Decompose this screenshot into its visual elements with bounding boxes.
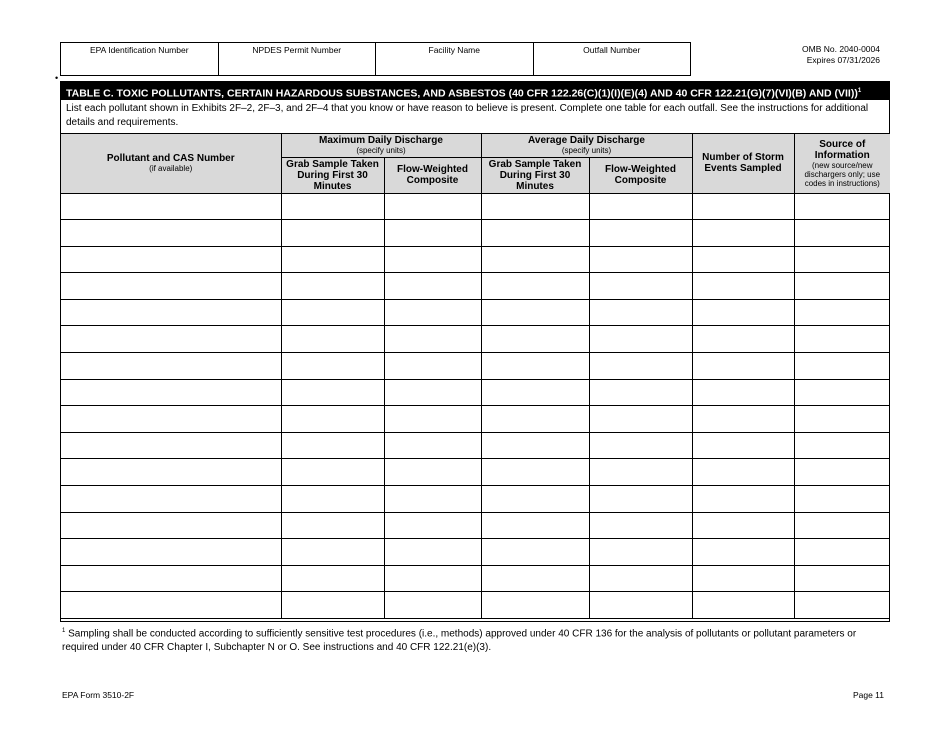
form-number: EPA Form 3510-2F [62, 690, 135, 700]
avg-grab-cell[interactable] [481, 193, 589, 220]
header-storm-events [692, 134, 794, 193]
max-flow-cell[interactable] [384, 246, 481, 273]
source-cell[interactable] [794, 459, 890, 486]
pollutant-table [61, 134, 890, 619]
header-source-label: Source of Information [814, 138, 870, 161]
pollutant-cell[interactable] [61, 459, 281, 486]
avg-grab-cell[interactable] [481, 459, 589, 486]
footnote-text: Sampling shall be conducted according to sufficiently sensitive test procedures (i.e., methods) approved under 40 CFR 136 for the analysis of pollutants or pollutant parameters or required under 40 CFR Chapter I, Subchapter N or O. See instructions and 40 CFR 122.21(e)(3). [62, 628, 857, 654]
omb-number: OMB No. 2040-0004 [802, 44, 880, 54]
avg-grab-cell[interactable] [481, 565, 589, 592]
table-row [61, 246, 890, 273]
header-source-note: (new source/new dischargers only; use codes in instructions) [804, 160, 881, 188]
avg-flow-cell[interactable] [589, 379, 692, 406]
header-avg-flow [589, 157, 692, 193]
header-max-daily-label: Maximum Daily Discharge [319, 135, 443, 147]
max-flow-cell[interactable] [384, 459, 481, 486]
identification-box [60, 42, 691, 76]
max-flow-cell[interactable] [384, 193, 481, 220]
header-max-grab [281, 157, 384, 193]
source-cell[interactable] [794, 273, 890, 300]
epa-id-label: EPA Identification Number [89, 45, 189, 55]
avg-grab-cell[interactable] [481, 486, 589, 513]
source-cell[interactable] [794, 486, 890, 513]
header-max-grab-label: Grab Sample Taken During First 30 Minutes [286, 158, 379, 192]
avg-flow-cell[interactable] [589, 539, 692, 566]
source-cell[interactable] [794, 193, 890, 220]
table-row [61, 486, 890, 513]
storm-events-cell[interactable] [692, 326, 794, 353]
footnote-marker: 1 [62, 628, 66, 634]
margin-dot: • [55, 73, 59, 83]
table-body [61, 193, 890, 619]
header-max-daily-note: (specify units) [356, 146, 406, 156]
table-row [61, 592, 890, 619]
table-row [61, 432, 890, 459]
max-grab-cell[interactable] [281, 406, 384, 433]
pollutant-cell[interactable] [61, 246, 281, 273]
pollutant-cell[interactable] [61, 193, 281, 220]
pollutant-cell[interactable] [61, 565, 281, 592]
avg-flow-cell[interactable] [589, 193, 692, 220]
pollutant-cell[interactable] [61, 379, 281, 406]
storm-events-cell[interactable] [692, 486, 794, 513]
avg-grab-cell[interactable] [481, 220, 589, 247]
page-number: Page 11 [852, 690, 884, 700]
max-grab-cell[interactable] [281, 326, 384, 353]
avg-grab-cell[interactable] [481, 379, 589, 406]
avg-flow-cell[interactable] [589, 246, 692, 273]
outfall-number-label: Outfall Number [583, 45, 641, 55]
table-row [61, 512, 890, 539]
max-grab-cell[interactable] [281, 246, 384, 273]
table-row [61, 565, 890, 592]
max-flow-cell[interactable] [384, 299, 481, 326]
avg-flow-cell[interactable] [589, 299, 692, 326]
header-pollutant-label: Pollutant and CAS Number [106, 153, 235, 165]
header-pollutant-note: (if available) [149, 164, 193, 174]
table-row [61, 406, 890, 433]
max-flow-cell[interactable] [384, 326, 481, 353]
table-row [61, 273, 890, 300]
source-cell[interactable] [794, 512, 890, 539]
footnote [62, 624, 882, 655]
pollutant-cell[interactable] [61, 539, 281, 566]
table-row [61, 379, 890, 406]
avg-grab-cell[interactable] [481, 539, 589, 566]
pollutant-cell[interactable] [61, 512, 281, 539]
table-row [61, 220, 890, 247]
max-flow-cell[interactable] [384, 486, 481, 513]
avg-grab-cell[interactable] [481, 246, 589, 273]
source-cell[interactable] [794, 406, 890, 433]
storm-events-cell[interactable] [692, 539, 794, 566]
avg-flow-cell[interactable] [589, 432, 692, 459]
max-grab-cell[interactable] [281, 565, 384, 592]
pollutant-cell[interactable] [61, 326, 281, 353]
avg-grab-cell[interactable] [481, 326, 589, 353]
header-max-daily [281, 134, 481, 157]
table-row [61, 353, 890, 380]
source-cell[interactable] [794, 299, 890, 326]
storm-events-cell[interactable] [692, 512, 794, 539]
max-flow-cell[interactable] [384, 539, 481, 566]
table-row [61, 326, 890, 353]
avg-grab-cell[interactable] [481, 432, 589, 459]
max-flow-cell[interactable] [384, 565, 481, 592]
storm-events-cell[interactable] [692, 592, 794, 619]
header-avg-flow-label: Flow-Weighted Composite [605, 164, 676, 186]
header-max-flow [384, 157, 481, 193]
storm-events-cell[interactable] [692, 193, 794, 220]
avg-flow-cell[interactable] [589, 486, 692, 513]
source-cell[interactable] [794, 565, 890, 592]
storm-events-cell[interactable] [692, 299, 794, 326]
max-flow-cell[interactable] [384, 379, 481, 406]
npdes-permit-label: NPDES Permit Number [252, 45, 342, 55]
max-grab-cell[interactable] [281, 432, 384, 459]
max-grab-cell[interactable] [281, 379, 384, 406]
header-avg-daily-label: Average Daily Discharge [528, 135, 645, 147]
avg-flow-cell[interactable] [589, 326, 692, 353]
source-cell[interactable] [794, 432, 890, 459]
pollutant-cell[interactable] [61, 353, 281, 380]
header-pollutant [61, 134, 281, 193]
avg-flow-cell[interactable] [589, 459, 692, 486]
max-flow-cell[interactable] [384, 432, 481, 459]
avg-grab-cell[interactable] [481, 299, 589, 326]
source-cell[interactable] [794, 353, 890, 380]
source-cell[interactable] [794, 592, 890, 619]
storm-events-cell[interactable] [692, 459, 794, 486]
avg-flow-cell[interactable] [589, 592, 692, 619]
source-cell[interactable] [794, 246, 890, 273]
avg-grab-cell[interactable] [481, 592, 589, 619]
avg-flow-cell[interactable] [589, 273, 692, 300]
table-instructions: List each pollutant shown in Exhibits 2F–2, 2F–3, and 2F–4 that you know or have reason to believe is present. Complete one table for each outfall. See the instructions for additional details and requirements. [61, 100, 889, 134]
max-flow-cell[interactable] [384, 273, 481, 300]
pollutant-cell[interactable] [61, 220, 281, 247]
max-grab-cell[interactable] [281, 353, 384, 380]
avg-flow-cell[interactable] [589, 565, 692, 592]
header-max-flow-label: Flow-Weighted Composite [397, 164, 468, 186]
outfall-number-field[interactable] [534, 43, 691, 75]
avg-flow-cell[interactable] [589, 512, 692, 539]
storm-events-cell[interactable] [692, 353, 794, 380]
max-grab-cell[interactable] [281, 539, 384, 566]
max-flow-cell[interactable] [384, 406, 481, 433]
max-grab-cell[interactable] [281, 459, 384, 486]
table-row [61, 539, 890, 566]
avg-grab-cell[interactable] [481, 512, 589, 539]
table-row [61, 299, 890, 326]
max-grab-cell[interactable] [281, 592, 384, 619]
avg-grab-cell[interactable] [481, 406, 589, 433]
storm-events-cell[interactable] [692, 432, 794, 459]
header-avg-grab-label: Grab Sample Taken During First 30 Minutes [488, 158, 582, 192]
table-title-text: TABLE C. TOXIC POLLUTANTS, CERTAIN HAZARDOUS SUBSTANCES, AND ASBESTOS (40 CFR 122.26(C)(1)(I)(E)(4) AND 40 CFR 122.21(G)(7)(VI)(B) AND (VII)) [66, 87, 858, 100]
header-storm-events-label: Number of Storm Events Sampled [702, 152, 784, 175]
avg-flow-cell[interactable] [589, 220, 692, 247]
max-grab-cell[interactable] [281, 486, 384, 513]
storm-events-cell[interactable] [692, 246, 794, 273]
pollutant-cell[interactable] [61, 406, 281, 433]
max-grab-cell[interactable] [281, 193, 384, 220]
avg-grab-cell[interactable] [481, 353, 589, 380]
storm-events-cell[interactable] [692, 273, 794, 300]
header-avg-daily-note: (specify units) [561, 146, 612, 156]
header-avg-grab [481, 157, 589, 193]
source-cell[interactable] [794, 326, 890, 353]
pollutant-cell[interactable] [61, 432, 281, 459]
max-grab-cell[interactable] [281, 273, 384, 300]
table-title [61, 82, 889, 100]
max-flow-cell[interactable] [384, 592, 481, 619]
table-row [61, 459, 890, 486]
max-flow-cell[interactable] [384, 220, 481, 247]
header-avg-daily [481, 134, 692, 157]
avg-flow-cell[interactable] [589, 353, 692, 380]
header-source [794, 134, 890, 193]
pollutant-cell[interactable] [61, 273, 281, 300]
pollutant-cell[interactable] [61, 592, 281, 619]
facility-name-label: Facility Name [428, 45, 480, 55]
source-cell[interactable] [794, 539, 890, 566]
omb-expires: Expires 07/31/2026 [806, 55, 880, 65]
max-grab-cell[interactable] [281, 512, 384, 539]
avg-grab-cell[interactable] [481, 273, 589, 300]
avg-flow-cell[interactable] [589, 406, 692, 433]
storm-events-cell[interactable] [692, 565, 794, 592]
omb-info [802, 44, 880, 66]
storm-events-cell[interactable] [692, 406, 794, 433]
table-row [61, 193, 890, 220]
source-cell[interactable] [794, 379, 890, 406]
table-c-form [60, 81, 890, 622]
pollutant-cell[interactable] [61, 299, 281, 326]
npdes-permit-field[interactable] [219, 43, 377, 75]
max-grab-cell[interactable] [281, 299, 384, 326]
max-flow-cell[interactable] [384, 353, 481, 380]
storm-events-cell[interactable] [692, 220, 794, 247]
epa-id-field[interactable] [61, 43, 219, 75]
pollutant-cell[interactable] [61, 486, 281, 513]
facility-name-field[interactable] [376, 43, 534, 75]
max-grab-cell[interactable] [281, 220, 384, 247]
storm-events-cell[interactable] [692, 379, 794, 406]
table-title-footnote-marker: 1 [857, 88, 862, 94]
max-flow-cell[interactable] [384, 512, 481, 539]
source-cell[interactable] [794, 220, 890, 247]
